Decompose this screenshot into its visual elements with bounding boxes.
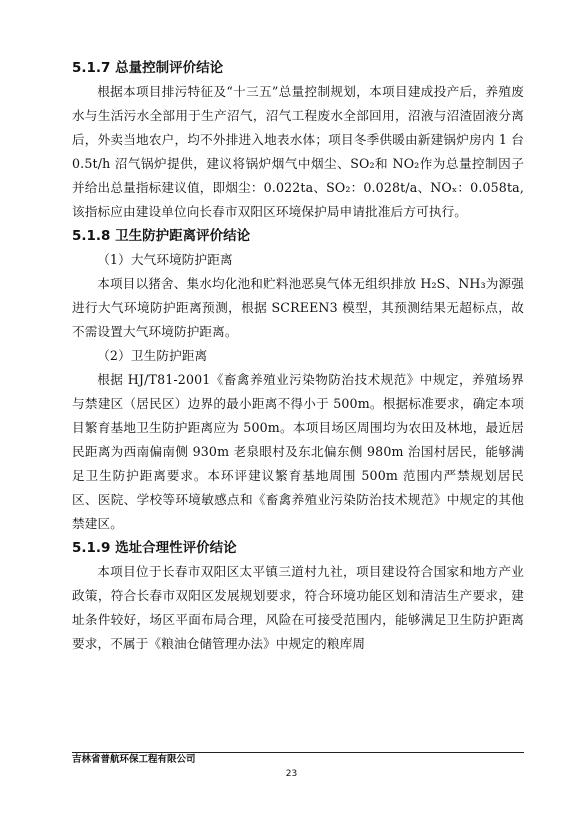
- subsection-title: （2）卫生防护距离: [97, 348, 208, 363]
- footer-company: 吉林省普航环保工程有限公司: [72, 754, 196, 765]
- section-heading: 5.1.9 选址合理性评价结论: [72, 540, 237, 556]
- section-5-1-9: [72, 536, 524, 656]
- document-page: [72, 56, 524, 656]
- section-5-1-7: [72, 56, 524, 224]
- section-5-1-8: [72, 224, 524, 536]
- paragraph: 本项目以猪舍、集水均化池和贮料池恶臭气体无组织排放 H₂S、NH₃为源强进行大气环境防护距离预测，根据 SCREEN3 模型，其预测结果无超标点，故不需设置大气环境防护距离。: [72, 276, 524, 339]
- section-heading: 5.1.7 总量控制评价结论: [72, 60, 224, 76]
- section-heading: 5.1.8 卫生防护距离评价结论: [72, 228, 251, 244]
- footer-divider: [72, 752, 524, 753]
- paragraph: 根据 HJ/T81-2001《畜禽养殖业污染物防治技术规范》中规定，养殖场界与禁建区（居民区）边界的最小距离不得小于 500m。根据标准要求，确定本项目繁育基地卫生防护距离应为 500m。本项目场区周围均为农田及林地，最近居民距离为西南偏南侧 930m 老泉眼村及东北偏东侧 980m 治国村居民，能够满足卫生防护距离要求。本环评建议繁育基地周围 500m 范围内严禁规划居民区、医院、学校等环境敏感点和《畜禽养殖业污染防治技术规范》中规定的其他禁建区。: [72, 372, 524, 531]
- subsection-title: （1）大气环境防护距离: [97, 252, 233, 267]
- page-number: 23: [285, 769, 298, 779]
- paragraph: 本项目位于长春市双阳区太平镇三道村九社，项目建设符合国家和地方产业政策，符合长春市双阳区发展规划要求，符合环境功能区划和清洁生产要求，建址条件较好，场区平面布局合理，风险在可接受范围内，能够满足卫生防护距离要求，不属于《粮油仓储管理办法》中规定的粮库周: [72, 564, 524, 651]
- paragraph: 根据本项目排污特征及“十三五”总量控制规划，本项目建成投产后，养殖废水与生活污水全部用于生产沼气，沼气工程废水全部回用，沼液与沼渣固液分离后，外卖当地农户，均不外排进入地表水体；项目冬季供暖由新建锅炉房内 1 台 0.5t/h 沼气锅炉提供，建议将锅炉烟气中烟尘、SO₂和 NO₂作为总量控制因子并给出总量指标建议值，即烟尘：0.022ta、SO₂：0.028t/a、NOₓ：0.058ta,该指标应由建设单位向长春市双阳区环境保护局申请批准后方可执行。: [72, 84, 524, 219]
